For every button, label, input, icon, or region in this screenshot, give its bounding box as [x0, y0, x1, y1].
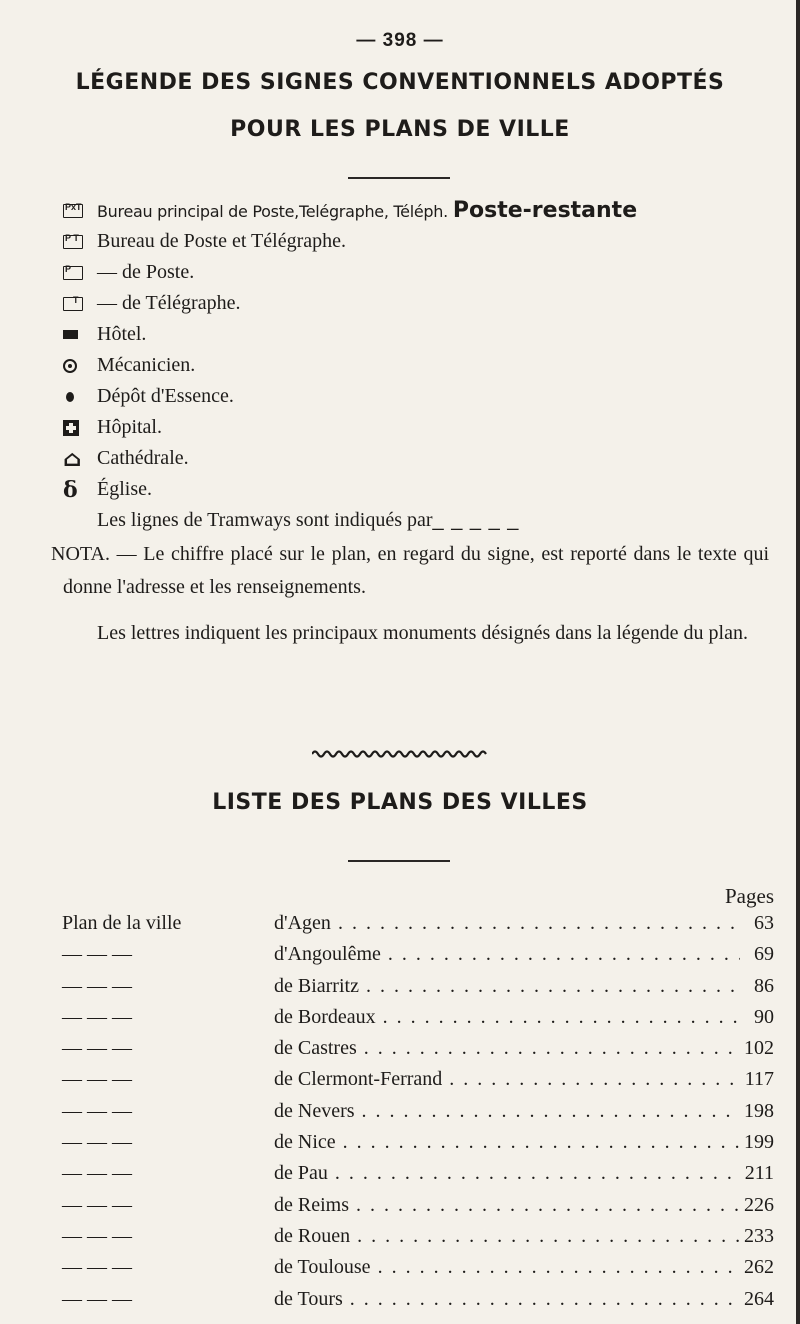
list-item: — — — d'Angoulême . . . 69 [62, 943, 774, 974]
list-item: — — — de Bordeaux . . . 90 [62, 1006, 774, 1037]
ornamental-wave-divider [312, 749, 488, 759]
list-item: — — — de Castres . . . 102 [62, 1037, 774, 1068]
legend-item [63, 381, 783, 412]
mechanic-icon [63, 359, 77, 373]
legend-title-line-1: LÉGENDE DES SIGNES CONVENTIONNELS ADOPTÉS [75, 70, 725, 95]
legend-item-label: Dépôt d'Essence. [97, 385, 234, 407]
list-item: — — — de Nice . . . 199 [62, 1131, 774, 1162]
page-number: — 398 — [356, 30, 444, 51]
telegraph-box-icon: T [63, 297, 83, 311]
legend-item-extra: Poste-restante [452, 198, 638, 223]
tramways-text: Les lignes de Tramways sont indiqués par [97, 509, 433, 531]
list-item: — — — de Tours . . . 264 [62, 1288, 774, 1319]
legend-item [63, 412, 783, 443]
nota-paragraph: NOTA. — Le chiffre placé sur le plan, en regard du signe, est reporté dans le texte qui donne l'adresse et les renseignements. [51, 543, 769, 598]
nota-block [51, 538, 769, 650]
legend-item-label: Mécanicien. [97, 354, 196, 376]
legend-item [63, 319, 783, 350]
post-telegraph-box-icon: P T [63, 235, 83, 249]
list-item: — — — de Nevers . . . 198 [62, 1100, 774, 1131]
legend-item-label: Église. [97, 478, 152, 500]
legend-item [63, 288, 783, 319]
plans-list [62, 880, 774, 1319]
legend-item-label: — de Poste. [97, 261, 195, 283]
divider [348, 860, 450, 862]
legend-item-label: Hôpital. [97, 416, 162, 438]
lettres-paragraph: Les lettres indiquent les principaux monuments désignés dans la légende du plan. [97, 622, 748, 644]
legend-item-label: Cathédrale. [97, 447, 189, 469]
tramways-note [63, 505, 783, 536]
pages-column-header: Pages [725, 884, 774, 908]
page-edge [796, 0, 800, 1324]
legend-item-label: — de Télégraphe. [97, 292, 241, 314]
divider [348, 177, 450, 179]
legend-item [63, 195, 783, 226]
legend-item [63, 226, 783, 257]
post-box-icon: P [63, 266, 83, 280]
list-item: Plan de la ville d'Agen . . . 63 [62, 912, 774, 943]
legend-item [63, 257, 783, 288]
cathedral-icon: ⌂ [63, 445, 82, 472]
legend-title-line-2: POUR LES PLANS DE VILLE [230, 117, 570, 142]
legend-item-label: Bureau principal de Poste,Telégraphe, Téléph. [97, 202, 448, 221]
hotel-icon [63, 330, 78, 339]
legend-item-label: Bureau de Poste et Télégraphe. [97, 230, 346, 252]
list-item: — — — de Rouen . . . 233 [62, 1225, 774, 1256]
hospital-icon [63, 420, 79, 436]
list-title: LISTE DES PLANS DES VILLES [212, 790, 588, 815]
fuel-depot-icon [66, 392, 74, 402]
legend-item [63, 474, 783, 505]
list-item: — — — de Toulouse . . . 262 [62, 1256, 774, 1287]
list-item: — — — de Biarritz . . . 86 [62, 975, 774, 1006]
list-item: — — — de Pau . . . 211 [62, 1162, 774, 1193]
list-item: — — — de Reims . . . 226 [62, 1194, 774, 1225]
list-item: — — — de Clermont-Ferrand . . . 117 [62, 1068, 774, 1099]
church-icon: δ [63, 476, 78, 503]
legend-item [63, 443, 783, 474]
legend-item [63, 350, 783, 381]
tramway-dash-sample: _ _ _ _ _ [432, 509, 520, 531]
legend-list [63, 195, 783, 536]
post-telegraph-phone-box-icon: PxT [63, 204, 83, 218]
legend-item-label: Hôtel. [97, 323, 147, 345]
